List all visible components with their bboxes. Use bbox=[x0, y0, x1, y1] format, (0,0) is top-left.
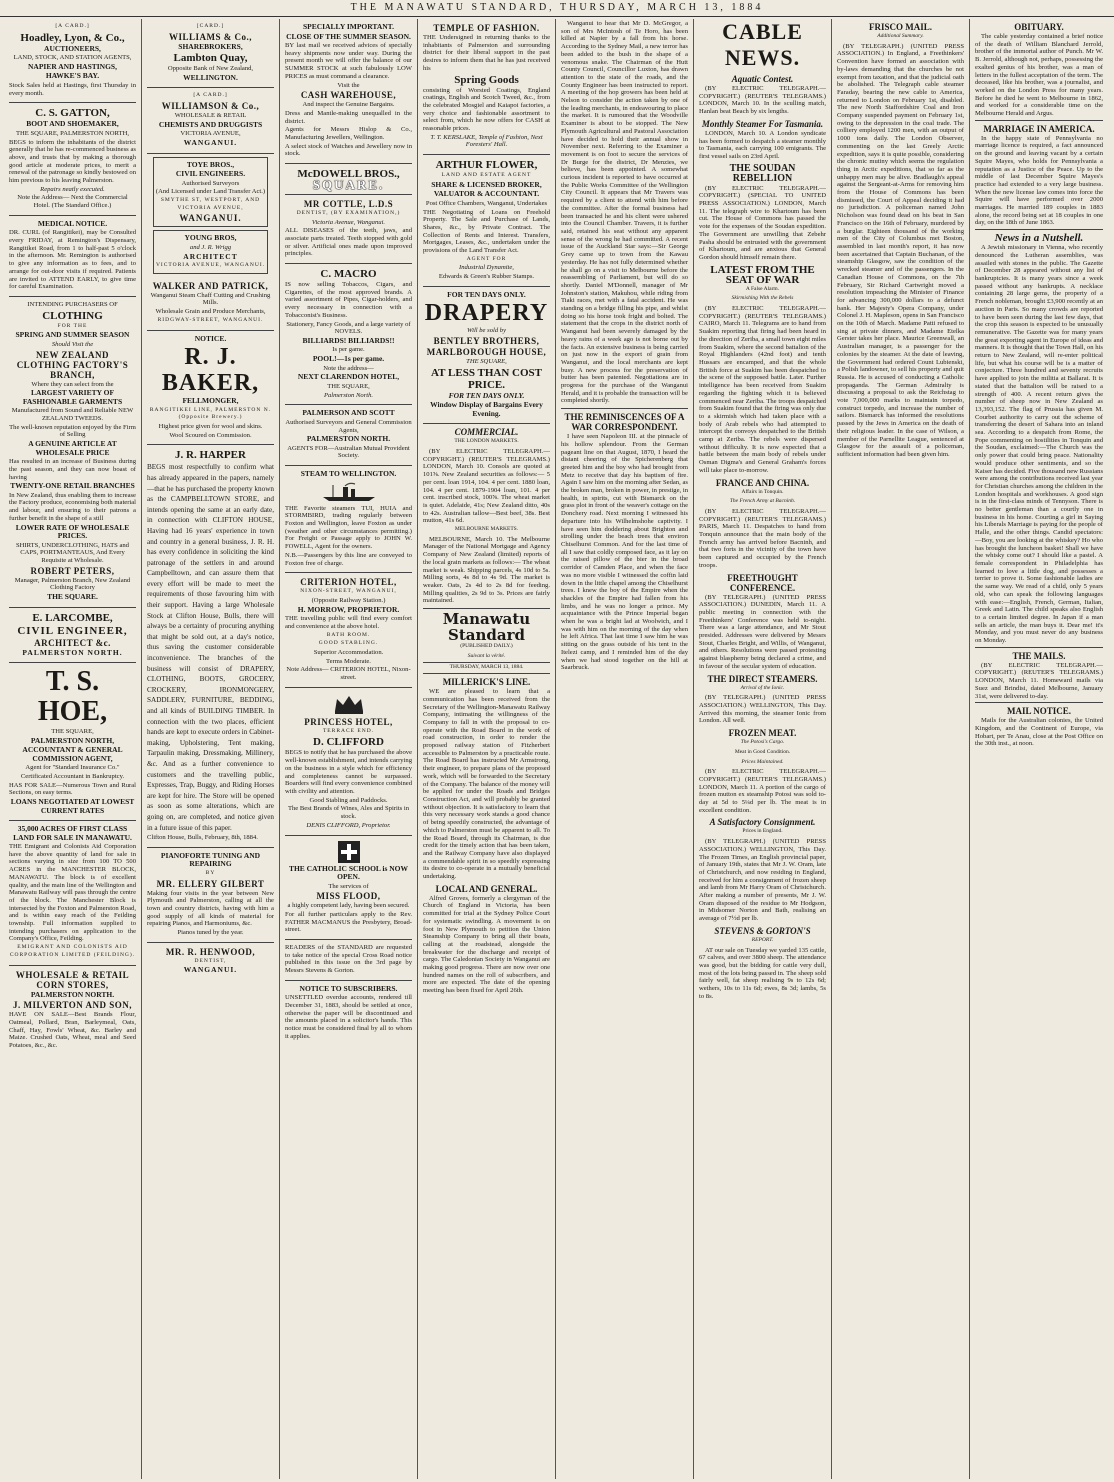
catholic-school-ad bbox=[285, 836, 412, 941]
ad-role: CIVIL ENGINEERS. bbox=[175, 169, 246, 179]
ad-body: Highest price given for wool and skins. bbox=[158, 422, 263, 430]
ad-title: THE CATHOLIC SCHOOL is NOW OPEN. bbox=[288, 863, 409, 881]
ad-name: J. MILVERTON AND SON, bbox=[13, 1000, 132, 1011]
story-title: THE SOUDAN REBELLION bbox=[729, 162, 796, 184]
harper-ad bbox=[147, 445, 274, 847]
baker-ad bbox=[147, 331, 274, 446]
section-title: MAIL NOTICE. bbox=[1006, 706, 1071, 717]
section-sub: Additional Summary. bbox=[877, 33, 924, 39]
walker-patrick-ad bbox=[147, 277, 274, 331]
ad-accom: Superior Accommodation. bbox=[313, 648, 384, 656]
ad-address: Victoria Avenue, Wanganui. bbox=[311, 218, 386, 226]
story-sub: The Potosi's Cargo. bbox=[740, 739, 785, 746]
criterion-hotel-ad bbox=[285, 573, 412, 688]
mail-notice-section bbox=[975, 702, 1103, 748]
ad-stable: Good Stabling and Paddocks. bbox=[309, 796, 388, 804]
ad-repairs: Repairs neatly executed. bbox=[40, 185, 105, 193]
toye-engineers-ad bbox=[153, 157, 268, 228]
story-title: STEVENS & GORTON'S bbox=[714, 925, 811, 936]
ad-note: Note the Address— Next the Commercial Hotel. (The Standard Office.) bbox=[17, 194, 128, 210]
section-title: COMMERCIAL. bbox=[454, 427, 519, 438]
clothing-line: A GENUINE ARTICLE AT WHOLESALE PRICE bbox=[28, 439, 117, 457]
ad-place: PALMERSTON NORTH, bbox=[30, 735, 115, 745]
story-body: (BY ELECTRIC TELEGRAPH.—COPYRIGHT.) (REUTER'S TELEGRAMS.) PARIS, March 11. Despatches to hand from Tonquin announce that the main body of the French army has arrived before Bacninh, and that two forts in the vicinity of the town have been captured and occupied by the French troops. bbox=[699, 507, 826, 569]
ad-body: BEGS to inform the inhabitants of the district generally that he has re-commenced business as above, and trusts that by making a thorough good article at moderate prices, to merit a renewal of the patronage so kindly bestowed on him previous to his leaving Palmerston. bbox=[9, 138, 136, 185]
section-body: Wanganui to hear that Mr D. McGregor, a son of Mrs McIntosh of Te Horo, has been killed at Napier by a fall from his horse. According to the Sydney Mail, a new terror has been added to the bush in the shape of a venomous snake. The Chairman of the Hutt County Council, Councillor Luxton, has drawn attention to the state of the roads, and the County Engineer has been instructed to report. A meeting of the hop growers has been held at Nelson to consider the action taken by one of the leading merchants, in endeavouring to place the market. It is rumoured that the Woodville Examiner is about to be stopped. The New Plymouth Agricultural and Pastoral Association have decided to hold their annual show in November next. Referring to the Examiner a movement is on foot to secure the services of Dr Burge for the district, Dr Menzies, we believe, has been appointed. A somewhat curious incident is reported to have occurred at the Public Works Committee of the Wellington City Council. It appears that Mr Travers was required by a client to attend with him before the committee. After the formal business had been transacted he and his client were ushered into the Council Chamber. Travers, it is further said, retained his seat without any apparent sense of the wrong he had committed. A recent issue of the Auckland Star says:—Sir George Grey came up to town from the Kawau yesterday. He has not fully determined whether he shall go on a visit to Melbourne before the reassembling of Parliament, but will do so shortly. Daniel M'Donnell, manager of Mr Johnston's station, Makuhou, while riding from Tiaki races, met with a fatal accident. He was standing on a bridge filling his pipe, and whilst doing so his horse took fright and bolted. The statement that the crops in the district north of Wanganui had been severely damaged by the heavy rains of a week ago is not borne out by the facts. An extensive business is being carried on just now in the export of grain from Wanganui, and the local merchants are kept busy. A new process for the preservation of butter has been patented. Negotiations are in progress for the purchase of the Wanganui Herald, and it is probable the transaction will be completed shortly. bbox=[561, 20, 688, 405]
ad-body: THE travelling public will find every comfort and convenience at the above hotel. bbox=[285, 615, 412, 630]
clothing-line: In New Zealand, thus enabling them to increase the Factory produce, economising both material and labour, and ensuring to their patrons a further benefit in the shape of a still bbox=[9, 491, 136, 522]
ad-cert: Certificated Accountant in Bankruptcy. bbox=[20, 772, 125, 780]
ad-name: CASH WAREHOUSE, bbox=[300, 90, 397, 101]
story-body: (BY TELEGRAPH.) (UNITED PRESS ASSOCIATION.) WELLINGTON, This Day. The Frozen Times, an English provincial paper, of January 19th, states that Mr J. W. Oram, late of Christchurch, and now residing in England, received for him a consignment of frozen sheep and lamb from Mr Harry Oram of Christchurch. After making a number of presents, Mr J. W. Oram disposed of the residue to Mr Hodgson, in Midsomer Norton and Bath, realising an average of 7½d per lb. bbox=[699, 838, 826, 923]
ad-role: ACCOUNTANT & GENERAL COMMISSION AGENT, bbox=[22, 745, 123, 763]
clothing-line: Where they can select from the bbox=[31, 380, 114, 388]
ad-stat: Stationery, Fancy Goods, and a large variety of NOVELS. bbox=[286, 320, 411, 336]
cross-icon bbox=[338, 841, 360, 863]
paper-sub: (PUBLISHED DAILY.) bbox=[460, 643, 513, 650]
column-6 bbox=[694, 19, 832, 1479]
ad-pool: POOL!—1s per game. bbox=[312, 354, 385, 364]
section-body: A Jewish missionary in Vienna, who recently denounced the Lutheran assemblies, was assailed with stones in the public. The Gazette of December 28 appeared without any list of bankruptcies. It is many years since a week passed without any bankrupts. A necklace containing 28 large gems, the property of a French nobleman, brought £3,900 recently at an auction in Paris. So many crowds are reported to have been seen during the last few days, that the crop this season is expected to be unusually remunerative. The Gazette was for many years the great exporting agent in Europe of ideas and manners. It is thought that the Town Hall, on his return to New Zealand, will re-enter political life, but what his course will be is a matter of conjecture. Three hundred and seventy recruits have applied to join the militia at Ballarat. It is stated that the battalion will be raised to a strength of 400. A recent return gives the number of sheep now in New Zealand as 13,393,152. The flag of Prussia has given M. Courbet authority to carry out the scheme of transferring the desert of Sahara into an inland sea. According to a despatch from Rome, the Pope commenting on hostilities in Tonquin and the Soudan, exclaimed:—The Church was the only power that could bring peace. Nationality would produce other sentiments, and so the Kaiser has decided. Five thousand new Russians were among the contributions received last year for Christian churches among the children in the London hospitals and workhouses. A good sign is in the first-class minds of Tennyson. There is no better gentleman than a courtly one in business in his home. Courting a girl in Saying his Liberals Marriage is paying for the people of Halle, and the other things. Candid spectators:—Boy, you are looking at the whiskey? Ho who has brought the luncheon basket! Shall we have the whisky come out? I should like a pastel. A female correspondent in Philadelphia has learned to love a little dog, and possesses a terrier to prove it. Some fashionable ladies are the same way. We read of a child, only 5 years old, who can speak the following languages with ease:—English, French, German, Italian, Greek and Latin. The child speaks also English to a certain limited degree. In Japan if a man sells an article, the man buys it. Dear me! it's Monday, and you must never do any business on Monday. bbox=[975, 244, 1104, 645]
column-1 bbox=[4, 19, 142, 1479]
ad-address: THE SQUARE, bbox=[327, 382, 370, 390]
ad-signature: EMIGRANT AND COLONISTS AID CORPORATION LIMITED (FEILDING). bbox=[9, 944, 136, 958]
ad-prop: H. MORROW, PROPRIETOR. bbox=[297, 604, 400, 614]
ad-address: NIXON-STREET, WANGANUI, bbox=[300, 588, 397, 595]
mcdowell-ad bbox=[285, 164, 412, 195]
ad-name: MR. ELLERY GILBERT bbox=[156, 878, 265, 889]
ad-name: MR COTTLE, L.D.S bbox=[303, 198, 394, 209]
ad-town: Palmerston North. bbox=[323, 391, 374, 399]
ad-town: WANGANUI. bbox=[183, 138, 238, 148]
masthead bbox=[0, 0, 1114, 17]
story-body: (BY ELECTRIC TELEGRAPH.—COPYRIGHT.) (REUTER'S TELEGRAMS.) LONDON, March 10. In the sculling match, Hanlan beat Beach by six lengths. bbox=[699, 85, 826, 116]
section-title: THE MAILS. bbox=[1012, 650, 1066, 661]
ad-town: WANGANUI. bbox=[179, 213, 242, 224]
drapery-line: FOR TEN DAYS ONLY. bbox=[448, 390, 525, 400]
ad-agent: Edwards & Green's Rubber Stamps. bbox=[438, 273, 535, 281]
clothing-line: LARGEST VARIETY OF FASHIONABLE GARMENTS bbox=[22, 388, 123, 406]
ad-note: Note the address— bbox=[323, 364, 374, 372]
ad-address: Post Office Chambers, Wanganui, Undertakes bbox=[425, 199, 548, 207]
ad-billiards: BILLIARDS! BILLIARDS!! bbox=[302, 335, 395, 345]
story-sub: The French Army at Bacninh. bbox=[729, 498, 796, 505]
ad-role: Wanganui Steam Chaff Cutting and Crushing Mills. bbox=[150, 291, 271, 307]
ad-address: Opposite Bank of New Zealand, bbox=[167, 65, 254, 73]
story-sub: Prices Maintained. bbox=[741, 758, 784, 765]
ad-prop: D. CLIFFORD bbox=[313, 736, 384, 749]
ad-role: Authorised Surveyors and General Commission Agents, bbox=[285, 418, 412, 434]
ad-sub: CLOSE OF THE SUMMER SEASON. bbox=[286, 31, 411, 41]
ad-town: WELLINGTON. bbox=[183, 72, 238, 82]
cable-news-section bbox=[699, 19, 826, 1001]
ad-title: WHOLESALE & RETAIL CORN STORES, bbox=[15, 969, 130, 990]
story-sub: Arrival of the Ionic. bbox=[740, 684, 785, 691]
clothing-ad bbox=[9, 297, 136, 608]
ad-body: IS now selling Tobaccos, Cigars, and Cigarettes, of the most approved brands. A varied assortment of Pipes, Cigar-holders, and every necessary in connection with a Tobacconist's Business. bbox=[285, 281, 412, 319]
local-title: LOCAL AND GENERAL. bbox=[435, 883, 538, 894]
ad-name: Spring Goods bbox=[454, 73, 519, 86]
ad-dress: Dress and Mantle-making unequalled in the district. bbox=[285, 109, 412, 125]
ad-body: BEGS most respectfully to confirm what has already appeared in the papers, namely—that he has purchased the property known as the CAMPBELLTOWN STORE, and intends opening the same at an early date, in connection with CLIFTON HOUSE, Having had 16 years' experience in town and country in a general business, J. R. H. has every confidence in soliciting the kind patronage of the settlers in and around Campbelltown, and can assure them that every effort will be made to meet the requirements of those favouring him with their support. Having a large Wholesale Stock at Clifton House, Bulls, there will always be a certainty of procuring anything that might be sold out, at a day's notice, thus saving the customer considerable inconvenience. The branches of the business will consist of DRAPERY, CLOTHING, BOOTS, GROCERY, CROCKERY, IRONMONGERY, SADDLERY, FURNITURE, BEDDING, and all kinds of BUILDING TIMBER. In connection with the two places, efficient hands are kept to execute orders in Cabinet-making, Upholstering, Tent making, Tarpaulin making, Dressmaking, Millinery, &c. And as a further convenience to customers and the travelling public, Expresses, Trap, Buggy, and Riding Horses are kept for hire. The Store will be opened as soon as some alterations, which are going on, are completed, and notice given in a future issue of this paper. bbox=[147, 463, 274, 832]
crown-icon bbox=[329, 693, 369, 715]
ad-name: PRINCESS HOTEL, bbox=[304, 716, 393, 727]
ad-inspect: And inspect the Genuine Bargains. bbox=[302, 101, 395, 109]
ad-role: ARCHITECT bbox=[183, 251, 238, 261]
ad-stable: GOOD STABLING. bbox=[318, 640, 379, 647]
ad-address: VICTORIA AVENUE, WANGANUI. bbox=[155, 262, 266, 269]
ad-role: VALUATOR & ACCOUNTANT. bbox=[433, 189, 540, 199]
ad-address: VICTORIA AVENUE, bbox=[180, 130, 241, 138]
larcombe-ad bbox=[9, 608, 136, 664]
ad-body: THE Favorite steamers TUI, HUIA and STORMBIRD, trading regularly between Foxton and Wellington, leave Foxton as under (weather and other circumstances permitting.) For Freight or Passage apply to JOHN W. FOWELL, Agent for the owners. bbox=[285, 504, 412, 551]
section-title: MARRIAGE IN AMERICA. bbox=[983, 123, 1095, 134]
local-news-continued bbox=[561, 20, 688, 405]
ad-tag: [A CARD.] bbox=[193, 92, 228, 99]
ad-sub: and J. R. Wrigg bbox=[189, 243, 232, 251]
ad-address: SMYTHE ST, WESTPORT, AND VICTORIA AVENUE, bbox=[160, 196, 261, 211]
ad-name: J. R. HARPER bbox=[175, 449, 246, 462]
clothing-line: FOR THE bbox=[57, 322, 88, 329]
clothing-line: INTENDING PURCHASERS OF bbox=[27, 300, 118, 308]
ad-name: YOUNG BROS, bbox=[184, 233, 237, 243]
story-body: LONDON, March 10. A London syndicate has been formed to despatch a steamer monthly to Tasmania, each carrying 100 emigrants. The first vessel sails on 23rd April. bbox=[699, 129, 826, 160]
ad-role: ARCHITECT &c. bbox=[34, 637, 111, 648]
section-body: The cable yesterday contained a brief notice of the death of William Blanchard Jerrold, brother of the immortal author of Punch. Mr W. B. Jerrold, although not, perhaps, possessing the exalted genius of his brother, was a man of letters in the fullest acceptation of the term. The deceased, like his brother, was a journalist, and worked on the London Press for many years. Before he died he went to Melbourne in 1862, and worked for a considerable time on the Melbourne Herald and Argus. bbox=[975, 33, 1103, 118]
section-body: In the happy state of Pennsylvania no marriage licence is required, a fact announced on the ground and leaving vacant by a certain Squire Mayes, who holds for Pennsylvania a reputation as a Justice of the Peace. Up to the middle of last December Squire Mayes's practice had extended to a very large business. When the new license law comes into force the Squire will have performed over 2000 marriages. He married 189 couples in 1883 alone, the record being set at 18 couples in one day, on the 18th of June 1863. bbox=[975, 134, 1103, 227]
hoe-ad bbox=[9, 663, 136, 821]
ad-sign: Clifton House, Bulls, February, 8th, 1884. bbox=[147, 834, 258, 842]
story-body: (BY ELECTRIC TELEGRAPH.—COPYRIGHT.) (SPECIAL TO UNITED PRESS ASSOCIATION.) LONDON, March 11. The telegraph wire to Khartoum has been cut. The House of Commons has passed the vote for the expenses of the Soudan expedition. The Government are unwilling that Zebehr Pasha should be entrusted with the government of Khartoum, and are anxious that General Gordon should himself remain there. bbox=[699, 184, 826, 261]
corn-stores-ad bbox=[9, 966, 136, 1055]
land-ad bbox=[9, 821, 136, 966]
ad-title: PIANOFORTE TUNING AND REPAIRING bbox=[160, 850, 261, 869]
ad-name: C. MACRO bbox=[320, 268, 377, 281]
ad-address: RANGITIKEI LINE, PALMERSTON N. (Opposite Brewery.) bbox=[149, 406, 272, 421]
clothing-manager: ROBERT PETERS, bbox=[30, 565, 115, 576]
steamship-icon bbox=[319, 481, 379, 503]
paper-motto: Suivant la vérité. bbox=[467, 652, 506, 659]
local-body: Alfred Groves, formerly a clergyman of the Church of England in Victoria, has been committed for trial at the Sydney Police Court for systematic swindling. A movement is on foot in New Plymouth to petition the Union Steamship Company to bring all their boats, calling at the roadstead, alongside the breakwater for the discharge and receipt of cargo. The Caledonian Society in Wanganui are making good progress. There are now over one hundred names on the roll of subscribers, and more are expected. The date of the opening meeting has been fixed for April 26th. bbox=[423, 894, 550, 995]
temple-fashion-ad bbox=[423, 19, 550, 155]
ad-role: SHARE & LICENSED BROKER, bbox=[431, 179, 542, 189]
section-title: OBITUARY. bbox=[1014, 22, 1064, 32]
ad-body: ALL DISEASES of the teeth, jaws, and associate parts treated. Teeth stopped with gold or silver. Artificial ones made upon improved principles. bbox=[285, 227, 412, 258]
ad-name: CRITERION HOTEL, bbox=[300, 577, 397, 588]
story-body: (BY ELECTRIC TELEGRAPH.—COPYRIGHT.) (REUTER'S TELEGRAMS.) LONDON, March 11. A portion of the cargo of frozen mutton ex steamship Potosi was sold to-day at 5d to 5¼d per lb. The meat is in excellent condition. bbox=[699, 768, 826, 814]
leader-title: MILLERICK'S LINE. bbox=[442, 677, 531, 688]
ad-title: STEAM TO WELLINGTON. bbox=[300, 469, 397, 479]
column-5 bbox=[556, 19, 694, 1479]
williamson-chemists-ad bbox=[147, 88, 274, 153]
ad-place: PALMERSTON NORTH. bbox=[306, 434, 391, 444]
henwood-ad bbox=[147, 943, 274, 980]
ad-place: Lambton Quay, bbox=[173, 52, 248, 65]
cash-warehouse-ad bbox=[285, 19, 412, 164]
ad-body: HAVE ON SALE—Best Brands Flour, Oatmeal, Pollard, Bran, Barleymeal, Oats, Chaff, Hay, Fowls' Wheat, &c. Barley and Maize. Crushed Oats, Wheat, meal and Seed Potatoes, &c., &c. bbox=[9, 1011, 136, 1049]
clothing-line: SPRING AND SUMMER SEASON bbox=[15, 330, 130, 340]
drapery-line: Will be sold by bbox=[466, 327, 506, 335]
drapery-line: FOR TEN DAYS ONLY. bbox=[447, 289, 526, 299]
readers-notice bbox=[285, 940, 412, 981]
cottle-ad bbox=[285, 195, 412, 264]
ad-name: MISS FLOOD, bbox=[316, 891, 381, 902]
williams-sharebrokers-ad bbox=[147, 19, 274, 88]
ad-note: Pianos tuned by the year. bbox=[177, 929, 244, 937]
ad-title: SPECIALLY IMPORTANT. bbox=[303, 22, 394, 31]
ad-agents: AGENTS FOR—Australian Mutual Provident Society. bbox=[287, 444, 410, 460]
ad-name: MR. R. HENWOOD, bbox=[165, 946, 256, 957]
ad-visit: Visit the bbox=[337, 81, 360, 89]
ad-name: WILLIAMS & Co., bbox=[168, 31, 252, 42]
palmerson-scott-ad bbox=[285, 405, 412, 466]
story-sub: A False Alarm. bbox=[745, 285, 780, 292]
story-title: Monthly Steamer For Tasmania. bbox=[701, 118, 824, 129]
section-body: MELBOURNE, March 10. The Melbourne Manager of the National Mortgage and Agency Company of New Zealand (limited) reports of the local grain markets as follows:— The wheat market is weak. Shipping parcels, 4s 10d to 5s. Milling sorts, 4s 8d to 4s 9d. The market is weaker. Oats, 2s 4d to 2s 8d for feeding. Milling qualities, 2s 9d to 3s. Prices are fairly maintained. bbox=[423, 535, 550, 605]
clothing-line: Has resulted in an increase of Business during the past season, and they can now boast of having bbox=[9, 458, 136, 481]
ad-title: MEDICAL NOTICE. bbox=[37, 218, 108, 228]
section-body: (BY TELEGRAPH.) (UNITED PRESS ASSOCIATION.) In England, a Freethinkers' Convention have formed an association with by-laws demanding that the churches be not exempt from taxation, and that the judicial oath be abolished. The Telegraph cable steamer Faraday, bearing the new cable to America, returned to London on February 1st, disabled. The new North Staffordshire Coal and Iron Company suspended payment on February 1st, owing to the depression in the coal trade. The colliery employed 1200 men, with an output of 1000 tons daily. The London Observer, commenting on the last Greely Arctic expedition, says it is quite possible, considering the chronic mutiny which seems the regulation thing in Arctic expeditions, that so far as the unhappy men may be alive. Bradlaugh's appeal against the Sergeant-at-Arms for removing him from the House of Commons has been dismissed, the Court of Appeal deciding it had no jurisdiction. A policeman named John Nicholson was found dead on his beat in San Francisco on the 16th of February, murdered by a burglar. Eighteen thousand of the working men of the City of Columbus met Boston, assembled in last month's report, it has now been ascertained that Captain Buchanan, of the steamship Glasgow, saw the condition of the wrecked steamer and of the passengers. In the Canadian House of Commons, on the 7th February, Sir Richard Cartwright moved a resolution impeaching the Minister of Finance for advancing 300,000 dollars to a defunct bank. Her Majesty's Opera Company, under Colonel J. H. Mapleson, opens in San Francisco on the 10th of March. Madame Patti refused to sing at private dinners, and Madame Etelka Gerster takes her place. Maurice Greenwall, an Australian manager, is a passenger for the colonies by the steamer. At the date of leaving, the Government had ordered Count Lubienski, a Polish landowner, to sell his property and quit Russia. He is accused of conducting a Catholic propaganda. The German Admiralty is discussing a proposal to ask the Reichstag to vote 7,000,000 marks to maintain torpedo, construct torpedo, and increase the number of sailors. Bismarck has informed the resolutions passed by the Jews in America on the death of their religious leader. In the case of Wilson, a member of the Parnellite League, sentenced at Glasgow for the assault of a policeman, sufficient information had been given him. bbox=[837, 42, 964, 458]
young-architect-ad bbox=[153, 230, 268, 273]
ad-agent: Agent for "Standard Insurance Co." bbox=[25, 764, 120, 772]
steam-ad bbox=[285, 466, 412, 573]
ad-agent: Industrial Dynamite, bbox=[459, 264, 514, 272]
ad-body: BEGS to notify that he has purchased the above well-known establishment, and intends carrying on the business in a style which for efficiency and completeness cannot be surpassed. Boarders will find every convenience combined with civility and attention. bbox=[285, 749, 412, 795]
ad-note: Wool Scoured on Commission. bbox=[169, 431, 252, 439]
clothing-line: TWENTY-ONE RETAIL BRANCHES bbox=[10, 481, 135, 491]
ad-name: E. LARCOMBE, bbox=[32, 611, 113, 624]
ad-select: A select stock of Watches and Jewellery now in stock. bbox=[285, 142, 412, 158]
story-body: (BY TELEGRAPH.) (UNITED PRESS ASSOCIATION.) DUNEDIN, March 11. A public meeting in connection with the Freethinkers' Conference was held to-night. There was a large attendance, and Mr Stout presided. Addresses were delivered by Messrs Stout, Charles Bright, and Willis, of Wanganui, and others. Resolutions were passed protesting against blasphemy being declared a crime, and in favour of the secular system of education. bbox=[699, 593, 826, 670]
marriage-section bbox=[975, 120, 1103, 227]
ad-role: CIVIL ENGINEER, bbox=[17, 624, 128, 637]
column-3 bbox=[280, 19, 418, 1479]
ad-sale: HAS FOR SALE—Numerous Town and Rural Sections, on easy terms. bbox=[9, 781, 136, 797]
ad-name: ARTHUR FLOWER, bbox=[435, 159, 538, 172]
ad-role: DENTIST, (BY EXAMINATION,) bbox=[296, 209, 401, 216]
ad-body: THE Negotiating of Loans on Freehold Property. The Sale and Purchase of Lands, Shares, &c., by Private Contract. The Collection of Rents and Interest. Transfers, Mortgages, Leases, &c., undertaken under the provisions of the Land Transfer Act. bbox=[423, 208, 550, 255]
story-title: FROZEN MEAT. bbox=[728, 728, 797, 739]
section-title: THE REMINISCENCES OF A WAR CORRESPONDENT. bbox=[564, 412, 685, 433]
ad-title: 35,000 ACRES OF FIRST CLASS LAND FOR SALE IN MANAWATU. bbox=[13, 824, 132, 842]
story-body: AT our sale on Tuesday we yarded 135 cattle, 67 calves, and over 3800 sheep. The attendance was good, but the bidding for cattle very dull, most of the lots being passed in. The sheep sold fairly well, fat sheep realising 9s to 12s 6d; wethers, 10s to 11s 6d; ewes, 8s 3d; lambs, 5s to 8s. bbox=[699, 946, 826, 1000]
story-sub: Prices in England. bbox=[742, 828, 783, 835]
section-subtitle: THE LONDON MARKETS. bbox=[454, 438, 519, 445]
ad-bay: HAWKE'S BAY. bbox=[45, 71, 100, 81]
paper-nameplate: Manawatu Standard bbox=[442, 610, 531, 645]
story-title: FRANCE AND CHINA. bbox=[715, 477, 810, 488]
ad-address: RIDGWAY-STREET, WANGANUI. bbox=[157, 316, 264, 323]
section-body: Mails for the Australian colonies, the United Kingdom, and the Continent of Europe, via Hobart, per Te Anau, close at the Post Office on the 30th inst., at noon. bbox=[975, 717, 1103, 748]
medical-ad bbox=[9, 216, 136, 297]
ad-role: WHOLESALE & RETAIL bbox=[174, 112, 247, 120]
hoadley-ad bbox=[9, 19, 136, 103]
clothing-name: NEW ZEALAND CLOTHING FACTORY'S BRANCH, bbox=[16, 349, 129, 380]
clothing-line: The well-known reputation enjoyed by the Firm of Selling bbox=[9, 423, 136, 439]
ad-body: The services of bbox=[328, 882, 369, 890]
drapery-line: AT LESS THAN COST PRICE. bbox=[431, 366, 542, 391]
clothing-line: SHIRTS, UNDERCLOTHING, HATS and CAPS, PORTMANTEAUS, And Every Requisite at Wholesale. bbox=[16, 541, 129, 564]
ad-title: NOTICE. bbox=[194, 333, 227, 343]
ad-sub: LAND, STOCK, AND STATION AGENTS, bbox=[13, 54, 132, 62]
section-body: I have seen Napoleon III. at the pinnacle of his hollow splendour. From the German pageant line on that August, 1870, I heard the distant cheering of the Spicherenberg that greeted him and the boy who had brought from Metz to receive that day his baptism of fire. Again I saw him on the morning after Sedan, as the broken man, broken in power, in prestige, in health, in spirits, cut with Bismarck on the grass plot in front of the weaver's cottage on the Donchery road. Next morning I witnessed his departure into his Wilhelmshohe captivity. I have seen him doddering about Brighton and strolling under the beach trees that environ Chiselhurst Common. And for the last time of all I saw that coldly composed face, as it lay on the raised pillow of the bier in the broad corridor of Camden Place, and when the face was no more visible I witnessed the coffin laid down in the little chapel among the Chiselhurst trees. I knew the boy of the Empire when the shackles of the Empire had fallen from his limbs, and he was no longer a prince. My acquaintance with the Prince Imperial began when he was a bright lad at Woolwich, and I was with him on the morning of the day when he left Africa. That last time I saw him he was sitting on the grass outside of his tent in the Itelezi camp, and I reminded him of the day when we had stood together on the hill at Saarbruck. bbox=[561, 433, 688, 672]
story-sub: Skirmishing With the Rebels bbox=[731, 295, 794, 302]
story-title: A Satisfactory Consignment. bbox=[709, 817, 816, 828]
frisco-mail-section bbox=[837, 22, 964, 459]
ad-note: Stock Sales held at Hastings, first Thursday in every month. bbox=[9, 81, 136, 97]
story-title: THE DIRECT STEAMERS. bbox=[707, 673, 818, 684]
drapery-line: DRAPERY bbox=[424, 300, 549, 327]
ad-address: NEXT CLARENDON HOTEL, bbox=[297, 372, 400, 382]
ad-note: N.B.—Passengers by this line are conveyed to Foxton free of charge. bbox=[285, 551, 412, 567]
ad-name: C. S. GATTON, bbox=[35, 107, 110, 120]
column-7 bbox=[832, 19, 970, 1479]
ad-name: TOYE BROS., bbox=[186, 159, 235, 169]
ad-place: SQUARE. bbox=[312, 177, 385, 193]
story-title: Aquatic Contest. bbox=[731, 74, 794, 84]
ad-place: PALMERSTON NORTH. bbox=[22, 647, 123, 657]
ad-title: TEMPLE OF FASHION. bbox=[433, 23, 540, 33]
reminiscences-section bbox=[561, 408, 688, 672]
ad-title: NOTICE TO SUBSCRIBERS. bbox=[299, 983, 398, 993]
ad-body: Making four visits in the year between New Plymouth and Palmerston, calling at all the town and country districts, having with him a good supply of all kinds of material for repairing Pianos, and Harmoniums, &c. bbox=[147, 889, 274, 928]
subscribers-notice bbox=[285, 981, 412, 1046]
ad-signature: DENIS CLIFFORD, Proprietor. bbox=[306, 821, 391, 829]
story-body: (BY TELEGRAPH.) (UNITED PRESS ASSOCIATION.) WELLINGTON, This Day. Arrived this morning, the steamer Ionic from London. All well. bbox=[699, 694, 826, 725]
ad-terms: Terms Moderate. bbox=[326, 657, 371, 665]
column-2 bbox=[142, 19, 280, 1479]
ad-price: Is per game. bbox=[332, 346, 365, 354]
drapery-ad bbox=[423, 287, 550, 424]
ad-body: DR. CURL (of Rangitikei), may be Consulted every FRIDAY, at Remington's Dispensary, Rangitikei Road, from 1 to half-past 5 o'clock in the afternoon. Mr. Remington is authorised to give any information as to fees, and to arrange for out-door visits if required. Patients are invited to ATTEND EARLY, to give time for careful Examination. bbox=[9, 229, 136, 291]
story-title: LATEST FROM THE SEAT OF WAR bbox=[710, 263, 815, 286]
ad-agents: Agents for Messrs Hislop & Co., Manufacturing Jewellers, Wellington. bbox=[285, 126, 412, 142]
ad-tag: [A CARD.] bbox=[55, 23, 90, 29]
ad-body: a highly competent lady, having been secured. bbox=[287, 902, 410, 910]
ad-body: consisting of Worsted Coatings, England coatings, English and Scotch Tweed, &c., from the celebrated Mosgiel and Kaiapoi factories, a very choice and fashionable assortment to select from, which he now offers for CASH at reasonable prices. bbox=[423, 86, 550, 133]
ad-name: Hoadley, Lyon, & Co., bbox=[20, 31, 125, 44]
section-body: (BY ELECTRIC TELEGRAPH.—COPYRIGHT.) (REUTER'S TELEGRAMS.) LONDON, March 10. Consols are quoted at 101⅝. New Zealand securities as follows:— 5 per cent. loan 1914, 104. 4 per cent. 1880 loan, 104. 4 per cent. 1879-1904 loan, 101. 4 per cent. inscribed stock, 100⅝. The wheat market is quiet. Adelaide, 41s; New Zealand ditto, 40s to 42s. Australian tallow—Best beef, 38s. Best mutton, 41s 6d. bbox=[423, 447, 550, 525]
ad-reg: (And Licensed under Land Transfer Act.) bbox=[155, 188, 266, 196]
ad-brands: The Best Brands of Wines, Ales and Spirits in stock. bbox=[287, 805, 410, 821]
nutshell-section bbox=[975, 229, 1103, 645]
drapery-line: MARLBOROUGH HOUSE, bbox=[426, 347, 547, 358]
story-title: FREETHOUGHT CONFERENCE. bbox=[727, 572, 798, 593]
paper-date: THURSDAY, MARCH 13, 1884. bbox=[423, 662, 550, 674]
editorial-section bbox=[423, 608, 550, 995]
section-title: News in a Nutshell. bbox=[994, 232, 1084, 245]
ad-role: CHEMISTS AND DRUGGISTS bbox=[158, 119, 263, 129]
column-8 bbox=[970, 19, 1108, 1479]
ad-body: For all further particulars apply to the Rev. FATHER MACMANUS the Presbytery, Broad-street. bbox=[285, 910, 412, 934]
mails-section bbox=[975, 647, 1103, 701]
macro-ad bbox=[285, 264, 412, 405]
section-body: (BY ELECTRIC TELEGRAPH.—COPYRIGHT.) (REUTER'S TELEGRAMS.) LONDON, March 11. Homeward mails via Suez and Brindisi, dated Melbourne, January 31st, were delivered to-day. bbox=[975, 661, 1103, 700]
ad-body: UNSETTLED overdue accounts, rendered till December 31, 1883, should be settled at once, otherwise the paper will be discontinued and the amounts placed in a solicitor's hands. This notice must be considered final by all to whom it applies. bbox=[285, 994, 412, 1040]
gatton-ad bbox=[9, 103, 136, 216]
ad-address: THE SQUARE, bbox=[51, 728, 94, 736]
section-subtitle: MELBOURNE MARKETS. bbox=[454, 526, 519, 533]
story-sub: Meat in Good Condition. bbox=[734, 748, 791, 755]
flower-ad bbox=[423, 155, 550, 287]
ad-town: WANGANUI. bbox=[183, 965, 238, 975]
ad-loans: LOANS NEGOTIATED AT LOWEST CURRENT RATES bbox=[10, 797, 135, 815]
ad-name: R. J. BAKER, bbox=[161, 344, 260, 397]
story-body: (BY ELECTRIC TELEGRAPH.—COPYRIGHT.) (REUTER'S TELEGRAMS.) CAIRO, March 11. Telegrams are to hand from Suakim reporting that firing had been heard in the direction of Zeriba, a small town eight miles from Suakim, where the second battalion of the Royal Highlanders (42nd foot) and tenth Hussars are encamped, and that the whole British force at Suakim has been despatched to the scene of the supposed battle. Later. Further intelligence has been received from Suakim regarding the fighting which it is believed commenced near Zeriba. The troops despatched from Suakim found that the firing was only due to a skirmish which had taken place with a body of Arab rebels who had attempted to intercept the convoys despatched to the British camp at Zeriba. The rebels were dispersed without difficulty. It is now expected that a battle between the main body of rebels under Osman Digma's and General Graham's forces will take place to-morrow. bbox=[699, 305, 826, 474]
clothing-line: Manager, Palmerston Branch, New Zealand Clothing Factory bbox=[14, 576, 131, 592]
princess-hotel-ad bbox=[285, 688, 412, 836]
piano-ad bbox=[147, 848, 274, 943]
leader-body: WE are pleased to learn that a communication has been received from the Secretary of the Wellington-Manawatu Railway Company, intimating the willingness of the Company to fall in with the proposal to co-operate with the Road Board in the work of road construction, in order to render the proposed railway station of Fitzherbert accessible to Palmerston by a practicable route. The Road Board has instructed Mr Armstrong, their engineer, to prepare plans of the proposed work, which will be forwarded to the Secretary of the Company. The balance of the money will be applied for under the Roads and Bridges Construction Act, and will probably be granted without objection. It is satisfactory to learn that this very necessary work stands a good chance of being speedily constructed, the advantage of which to Palmerston must be apparent to all. To the Road Board, through its Chairman, is due credit for the timely action that has been taken, and the Railway Company have also displayed a commendable spirit in so speedily expressing its desire to co-operate in a mutually beneficial undertaking. bbox=[423, 688, 550, 881]
ad-role: SHAREBROKERS, bbox=[178, 41, 243, 51]
ad-place: PALMERSTON NORTH. bbox=[30, 989, 115, 999]
ad-body: THE Undersigned in returning thanks to the inhabitants of Palmerston and surrounding district for their liberal support in the past desires to inform them that he has just received his bbox=[423, 34, 550, 72]
ad-role: LAND AND ESTATE AGENT bbox=[441, 172, 532, 179]
drapery-line: Window Display of Bargains Every Evening. bbox=[430, 400, 543, 418]
section-title: CABLE NEWS. bbox=[722, 19, 803, 70]
ad-body: THE Emigrant and Colonists Aid Corporation have the above quantity of land for sale in sections varying in size from 100 TO 500 ACRES in the MANCHESTER BLOCK, MANAWATU. The block is of excellent quality, and the main line of the Wellington and Manawatu Railway will pass through the centre of the block. The Manchester Block is intersected by the Foxton and Palmerston Road, and is within easy reach of the Feilding township. Full information supplied to intending purchasers on application to the Company's Office, Feilding. bbox=[9, 843, 136, 943]
ad-body: BY last mail we received advices of specially heavy shipments now under way. During the present month we will offer the balance of our SUMMER STOCK at such fabulously LOW PRICES as must command a clearance. bbox=[285, 42, 412, 80]
ad-name: WILLIAMSON & Co., bbox=[161, 101, 260, 112]
clothing-line: THE SQUARE. bbox=[47, 592, 98, 602]
obituary-section bbox=[975, 22, 1103, 118]
ad-place: NAPIER AND HASTINGS, bbox=[28, 61, 117, 71]
ad-name: McDOWELL BROS., bbox=[297, 168, 400, 181]
clothing-line: Should Visit the bbox=[51, 340, 94, 348]
ad-body: READERS of the STANDARD are requested to take notice of the special Cross Road notice published in this issue on the 3rd page by Messrs Stevens & Gorton. bbox=[285, 944, 412, 975]
ad-role: DENTIST, bbox=[194, 957, 227, 964]
ad-name: WALKER AND PATRICK, bbox=[152, 280, 269, 291]
ad-role: FELLMONGER, bbox=[182, 396, 239, 406]
story-sub: REPORT. bbox=[751, 936, 774, 943]
ad-tag: [CARD.] bbox=[196, 23, 225, 29]
clothing-line: LOWER RATE OF WHOLESALE PRICES. bbox=[15, 522, 130, 541]
clothing-line: CLOTHING bbox=[42, 309, 103, 322]
drapery-line: THE SQUARE, bbox=[466, 358, 507, 366]
ad-role: Authorised Surveyors bbox=[181, 179, 240, 187]
ad-agent: AGENT FOR bbox=[466, 255, 507, 262]
ad-role: Wholesale Grain and Produce Merchants, bbox=[155, 308, 266, 316]
column-4 bbox=[418, 19, 556, 1479]
ad-role: AUCTIONEERS, bbox=[44, 43, 101, 53]
ad-address: THE SQUARE, PALMERSTON NORTH, bbox=[16, 129, 129, 137]
ad-bath: BATH ROOM. bbox=[326, 631, 371, 638]
masthead-title: THE MANAWATU STANDARD, THURSDAY, MARCH 13, 1884 bbox=[350, 2, 764, 13]
drapery-line: BENTLEY BROTHERS, bbox=[433, 336, 540, 347]
section-title: FRISCO MAIL. bbox=[868, 22, 932, 32]
ad-signature: T. T. KERSLAKE, Temple of Fashion, Next Foresters' Hall. bbox=[430, 133, 543, 149]
clothing-line: Manufactured from Sound and Reliable NEW ZEALAND TWEEDS. bbox=[11, 407, 134, 422]
commercial-section bbox=[423, 427, 550, 605]
ad-note: Note Address— CRITERION HOTEL, Nixon-street. bbox=[286, 666, 411, 682]
story-sub: Affairs in Tonquin. bbox=[741, 488, 784, 495]
ad-role: BOOT AND SHOEMAKER, bbox=[26, 119, 119, 129]
ad-by: BY bbox=[205, 869, 216, 876]
ad-name: T. S. HOE, bbox=[37, 666, 108, 728]
ad-sub: (Opposite Railway Station.) bbox=[311, 596, 386, 604]
ad-name: PALMERSON AND SCOTT bbox=[302, 408, 395, 418]
ad-address: TERRACE END. bbox=[322, 727, 375, 734]
